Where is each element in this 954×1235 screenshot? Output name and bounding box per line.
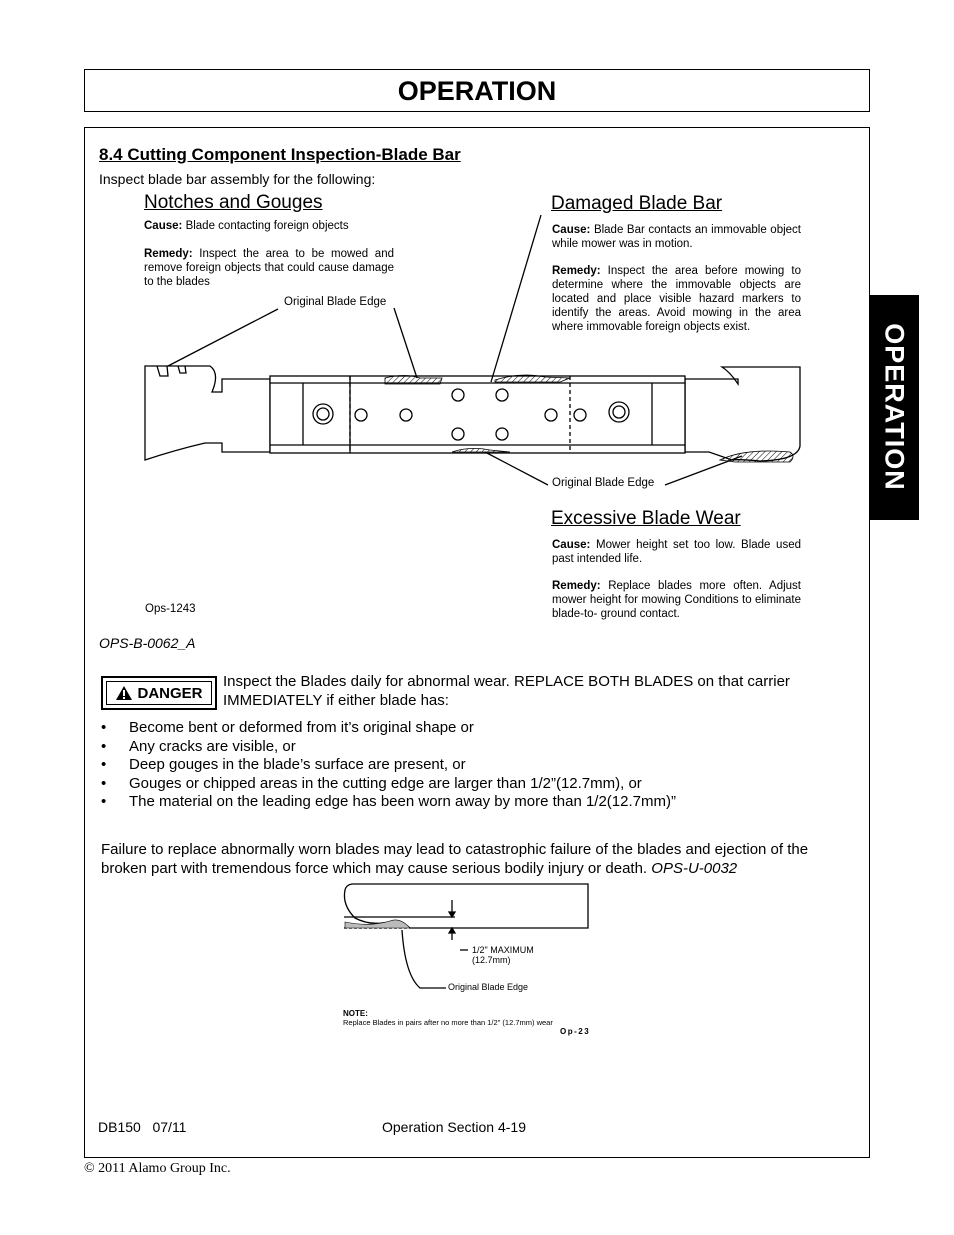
damaged-remedy-text: Inspect the area before mowing to determine where the immovable objects are located and place visible hazard markers to identify the areas. Avoid mowing in the area where immovable foreign objects exist. [552, 265, 801, 333]
max-wear-label [472, 945, 534, 965]
figure2-edge-label: Original Blade Edge [448, 982, 529, 992]
notches-cause-text: Blade contacting foreign objects [185, 220, 349, 232]
wear-cause-label: Cause: [552, 539, 591, 551]
wear-remedy-label: Remedy: [552, 580, 601, 592]
header-title: OPERATION [397, 76, 557, 106]
original-edge-label-bottom: Original Blade Edge [552, 477, 655, 489]
list-item: • The material on the leading edge has been worn away by more than 1/2(12.7mm)” [99, 793, 839, 812]
damaged-remedy-label: Remedy: [552, 265, 601, 277]
danger-text: Inspect the Blades daily for abnormal wear. REPLACE BOTH BLADES on that carrier IMMEDIATELY if either blade has: [223, 673, 790, 709]
notches-remedy-text: Inspect the area to be mowed and remove foreign objects that could cause damage to the blades [144, 248, 394, 288]
side-tab-label: OPERATION [879, 323, 910, 491]
damaged-cause-text: Blade Bar contacts an immovable object while mower was in motion. [552, 224, 801, 250]
footer-section: Operation Section 4-19 [382, 1119, 526, 1135]
list-item: • Any cracks are visible, or [99, 738, 839, 757]
wear-cause-text: Mower height set too low. Blade used past intended life. [552, 539, 801, 565]
max-wear-line2: (12.7mm) [472, 955, 511, 965]
figure2-id: Op-23 [560, 1027, 591, 1036]
danger-badge-label: DANGER [137, 684, 203, 702]
notches-cause-label: Cause: [144, 220, 183, 232]
footer-model-date: DB150 07/11 [98, 1119, 187, 1135]
figure1-reference: OPS-B-0062_A [99, 635, 196, 651]
max-wear-line1: 1/2" MAXIMUM [472, 945, 534, 955]
failure-ref: OPS-U-0032 [651, 860, 738, 877]
list-item: • Deep gouges in the blade’s surface are present, or [99, 756, 839, 775]
figure1-id: Ops-1243 [145, 603, 196, 615]
notches-remedy-label: Remedy: [144, 248, 193, 260]
failure-text: Failure to replace abnormally worn blades may lead to catastrophic failure of the blades and ejection of the broken part with tremendous force which may cause serious bodily injury or death. [101, 841, 809, 877]
list-item: • Become bent or deformed from it’s original shape or [99, 719, 839, 738]
note-label: NOTE: [343, 1009, 368, 1018]
section-title: 8.4 Cutting Component Inspection-Blade Bar [99, 145, 461, 164]
damaged-heading: Damaged Blade Bar [551, 193, 723, 214]
list-item: • Gouges or chipped areas in the cutting edge are larger than 1/2”(12.7mm), or [99, 775, 839, 794]
note-text: Replace Blades in pairs after no more than 1/2" (12.7mm) wear [343, 1018, 553, 1027]
wear-heading: Excessive Blade Wear [551, 508, 741, 529]
notches-heading: Notches and Gouges [144, 192, 323, 213]
damaged-cause-label: Cause: [552, 224, 591, 236]
copyright: © 2011 Alamo Group Inc. [84, 1161, 231, 1176]
original-edge-label-top: Original Blade Edge [284, 296, 387, 308]
section-intro: Inspect blade bar assembly for the following: [99, 171, 376, 187]
wear-remedy-text: Replace blades more often. Adjust mower height for mowing Conditions to eliminate blade-to- ground contact. [552, 580, 801, 620]
